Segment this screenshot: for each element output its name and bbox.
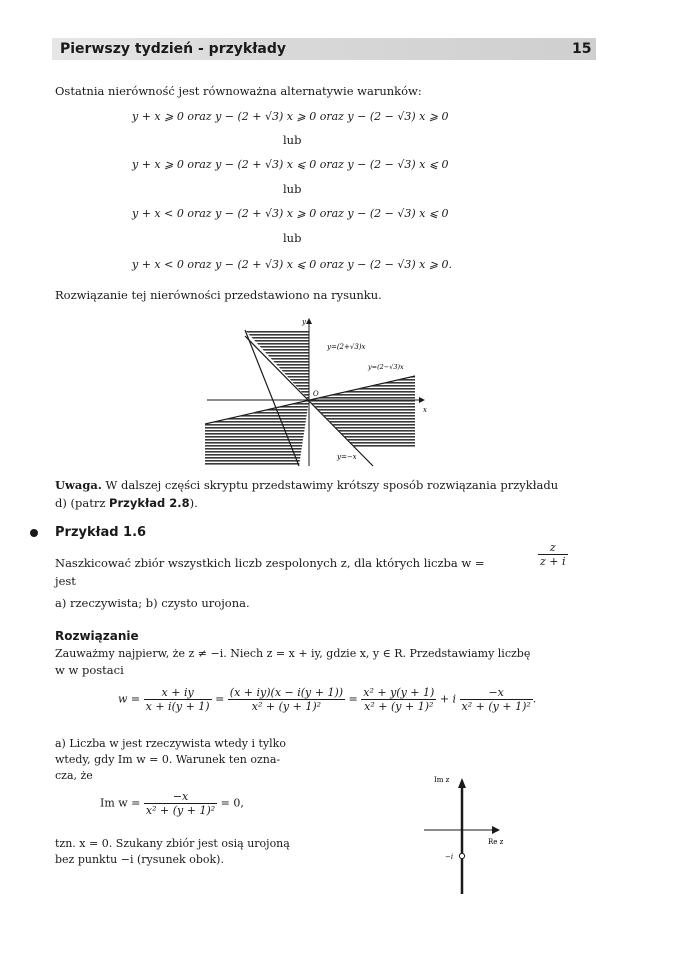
x-axis-label: x [423,406,427,414]
condition-1: y + x ⩾ 0 oraz y − (2 + √3) x ⩾ 0 oraz y − (2 − √3) x ⩾ 0 [132,110,449,123]
example-text-3: a) rzeczywista; b) czysto urojona. [55,596,250,610]
line1-label: y=(2+√3)x [327,343,366,351]
eq-frac1-den: x + i(y + 1) [145,700,210,713]
intro-text: Ostatnia nierówność jest równoważna alternatywie warunków: [55,84,422,98]
line2-label: y=(2−√3)x [368,363,404,371]
eq-plus-i: + i [439,692,457,706]
fraction-denominator: z + i [540,555,566,568]
complex-plane-figure [420,772,520,898]
condition-3: y + x < 0 oraz y − (2 + √3) x ⩾ 0 oraz y − (2 − √3) x ⩽ 0 [132,207,449,220]
remark-label: Uwaga. [55,478,102,492]
eq-frac4-num: −x [460,686,533,700]
eq-frac4-den: x² + (y + 1)² [461,700,531,713]
im-rhs: = 0, [220,796,244,810]
y-axis-arrow [306,318,312,324]
part-a-line-2: wtedy, gdy Im w = 0. Warunek ten ozna- [55,753,281,766]
remark-ref: Przykład 2.8 [109,496,190,510]
lub-3: lub [283,231,302,245]
inequality-region-figure [205,316,430,468]
im-num: −x [144,790,217,804]
im-equation [100,790,244,817]
line3-label: y=−x [337,453,357,461]
remark-line-1 [55,478,558,492]
running-header-title: Pierwszy tydzień - przykłady [60,41,286,57]
example-title: Przykład 1.6 [55,525,147,540]
page-number: 15 [572,41,592,57]
example-fraction [538,541,568,568]
point-label: −i [445,853,454,861]
region-lower-right-hatch [309,400,415,447]
example-text-2: jest [55,574,76,588]
x-axis-arrow [419,397,425,403]
eq-equals-1: = [215,692,225,706]
eq-w: w = [118,692,141,706]
condition-2: y + x ⩾ 0 oraz y − (2 + √3) x ⩽ 0 oraz y − (2 − √3) x ⩽ 0 [132,158,449,171]
im-axis-arrow [458,778,466,788]
eq-frac2-den: x² + (y + 1)² [251,700,322,713]
solution-intro-text: Rozwiązanie tej nierówności przedstawiono na rysunku. [55,288,382,302]
example-text-1: Naszkicować zbiór wszystkich liczb zespolonych z, dla których liczba w = [55,556,485,570]
lub-1: lub [283,133,302,147]
remark-line-2 [55,496,198,510]
eq-end: . [532,692,537,706]
im-axis-label: Im z [434,776,450,784]
re-axis-label: Re z [488,838,504,846]
eq-equals-2: = [348,692,358,706]
remark-text-2-pre: d) (patrz [55,496,110,510]
remark-text-2-post: ). [189,496,198,510]
eq-frac3-num: x² + y(y + 1) [363,686,435,699]
eq-frac2-num: (x + iy)(x − i(y + 1)) [229,686,344,699]
region-lower-left [205,400,309,466]
example-bullet [30,529,38,537]
fraction-numerator: z [538,541,568,555]
part-a2-line-2: bez punktu −i (rysunek obok). [55,853,224,866]
im-lhs: Im w = [100,796,141,810]
lub-2: lub [283,182,302,196]
part-a-line-1: a) Liczba w jest rzeczywista wtedy i tylko [55,737,286,750]
eq-frac3-den: x² + (y + 1)² [364,700,434,713]
y-axis-label: y [302,318,306,326]
re-axis-arrow [492,826,500,834]
solution-line-2: w w postaci [55,663,124,677]
condition-4: y + x < 0 oraz y − (2 + √3) x ⩽ 0 oraz y − (2 − √3) x ⩾ 0. [132,258,453,271]
part-a-line-3: cza, że [55,769,93,782]
remark-text-1: W dalszej części skryptu przedstawimy krótszy sposób rozwiązania przykładu [105,478,559,492]
main-equation [118,686,536,713]
solution-heading: Rozwiązanie [55,629,139,643]
eq-frac1-num: x + iy [144,686,212,700]
im-den: x² + (y + 1)² [145,804,216,817]
part-a2-line-1: tzn. x = 0. Szukany zbiór jest osią urojoną [55,837,290,850]
excluded-point [459,853,464,858]
solution-line-1: Zauważmy najpierw, że z ≠ −i. Niech z = x + iy, gdzie x, y ∈ R. Przedstawiamy liczbę [55,647,531,660]
origin-label: O [313,390,319,398]
region-upper-left [245,330,309,400]
